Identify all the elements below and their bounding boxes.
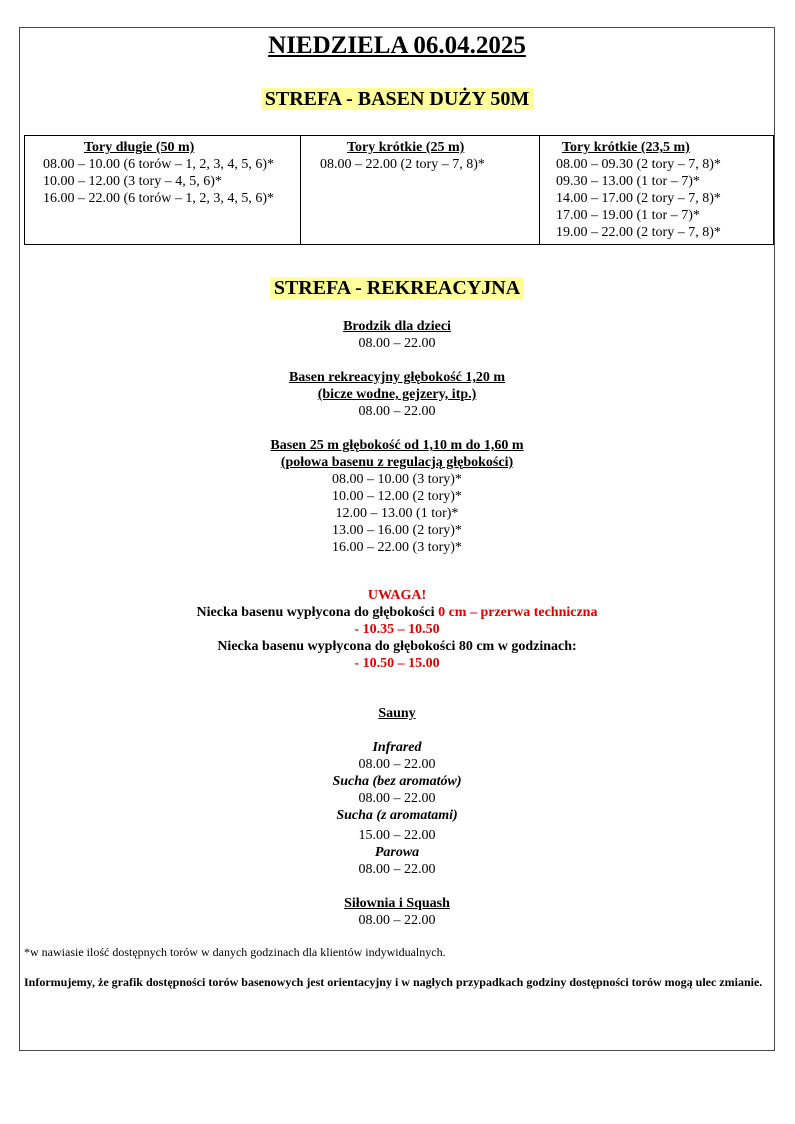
pool25-row: 08.00 – 10.00 (3 tory)*: [332, 472, 462, 487]
sauna-name: Infrared: [372, 740, 422, 755]
gym-hours: 08.00 – 22.00: [358, 913, 436, 928]
col-header: Tory długie (50 m): [84, 140, 195, 155]
rec-pool-title: Basen rekreacyjny głębokość 1,20 m: [288, 370, 506, 385]
lanes-col-short235: [540, 136, 774, 245]
pool25-section: [20, 437, 774, 556]
sauna-hours: 08.00 – 22.00: [358, 862, 436, 877]
notice-line1-alert: 0 cm – przerwa techniczna: [438, 605, 598, 620]
zone-main-heading: STREFA - BASEN DUŻY 50M: [20, 88, 774, 111]
pool25-row: 10.00 – 12.00 (2 tory)*: [332, 489, 462, 504]
zone-rec-heading: STREFA - REKREACYJNA: [20, 277, 774, 300]
saunas-list: [20, 739, 774, 878]
lane-row: 08.00 – 09.30 (2 tory – 7, 8)*: [556, 157, 721, 172]
lane-row: 08.00 – 10.00 (6 torów – 1, 2, 3, 4, 5, 6)*: [43, 157, 274, 172]
lane-row: 17.00 – 19.00 (1 tor – 7)*: [556, 208, 700, 223]
rec-pool-hours: 08.00 – 22.00: [358, 404, 436, 419]
lane-row: 10.00 – 12.00 (3 tory – 4, 5, 6)*: [43, 174, 222, 189]
notice-line1-text: Niecka basenu wypłycona do głębokości: [196, 605, 439, 620]
sauna-hours: 15.00 – 22.00: [358, 828, 436, 843]
lanes-col-short25: [301, 136, 540, 245]
pool25-row: 13.00 – 16.00 (2 tory)*: [332, 523, 462, 538]
lanes-table: [24, 135, 774, 245]
gym-section: [20, 895, 774, 929]
sauna-name: Sucha (bez aromatów): [332, 774, 462, 789]
rec-pool-subtitle: (bicze wodne, gejzery, itp.): [317, 387, 477, 402]
pool25-row: 12.00 – 13.00 (1 tor)*: [335, 506, 459, 521]
kids-pool-section: [20, 318, 774, 352]
notice-line2: - 10.35 – 10.50: [354, 622, 440, 637]
kids-pool-hours: 08.00 – 22.00: [358, 336, 436, 351]
pool25-row: 16.00 – 22.00 (3 tory)*: [332, 540, 462, 555]
footnote: *w nawiasie ilość dostępnych torów w danych godzinach dla klientów indywidualnych.: [24, 945, 446, 959]
saunas-heading: Sauny: [378, 706, 416, 721]
lane-row: 14.00 – 17.00 (2 tory – 7, 8)*: [556, 191, 721, 206]
pool25-subtitle: (połowa basenu z regulacją głębokości): [280, 455, 514, 470]
notice-line1: [20, 604, 774, 621]
notice-section: [20, 587, 774, 672]
schedule-frame: [19, 27, 775, 1051]
sauna-name: Parowa: [374, 845, 420, 860]
col-header: Tory krótkie (25 m): [347, 140, 465, 155]
info-note: Informujemy, że grafik dostępności torów basenowych jest orientacyjny i w nagłych przypadkach godziny dostępności torów mogą ulec zmianie.: [24, 975, 763, 989]
sauna-hours: 08.00 – 22.00: [358, 757, 436, 772]
pool25-title: Basen 25 m głębokość od 1,10 m do 1,60 m: [270, 438, 524, 453]
notice-line4: - 10.50 – 15.00: [354, 656, 440, 671]
lane-row: 09.30 – 13.00 (1 tor – 7)*: [556, 174, 700, 189]
notice-line3: Niecka basenu wypłycona do głębokości 80 cm w godzinach:: [217, 639, 577, 654]
sauna-name: Sucha (z aromatami): [336, 808, 458, 823]
rec-pool-section: [20, 369, 774, 420]
gym-title: Siłownia i Squash: [344, 896, 450, 911]
sauna-hours: 08.00 – 22.00: [358, 791, 436, 806]
page-title: NIEDZIELA 06.04.2025: [268, 32, 526, 59]
lane-row: 16.00 – 22.00 (6 torów – 1, 2, 3, 4, 5, 6)*: [43, 191, 274, 206]
lanes-col-long: [25, 136, 301, 245]
kids-pool-title: Brodzik dla dzieci: [343, 319, 451, 334]
lane-row: 08.00 – 22.00 (2 tory – 7, 8)*: [320, 157, 485, 172]
col-header: Tory krótkie (23,5 m): [562, 140, 690, 155]
lane-row: 19.00 – 22.00 (2 tory – 7, 8)*: [556, 225, 721, 240]
notice-head: UWAGA!: [367, 588, 427, 603]
